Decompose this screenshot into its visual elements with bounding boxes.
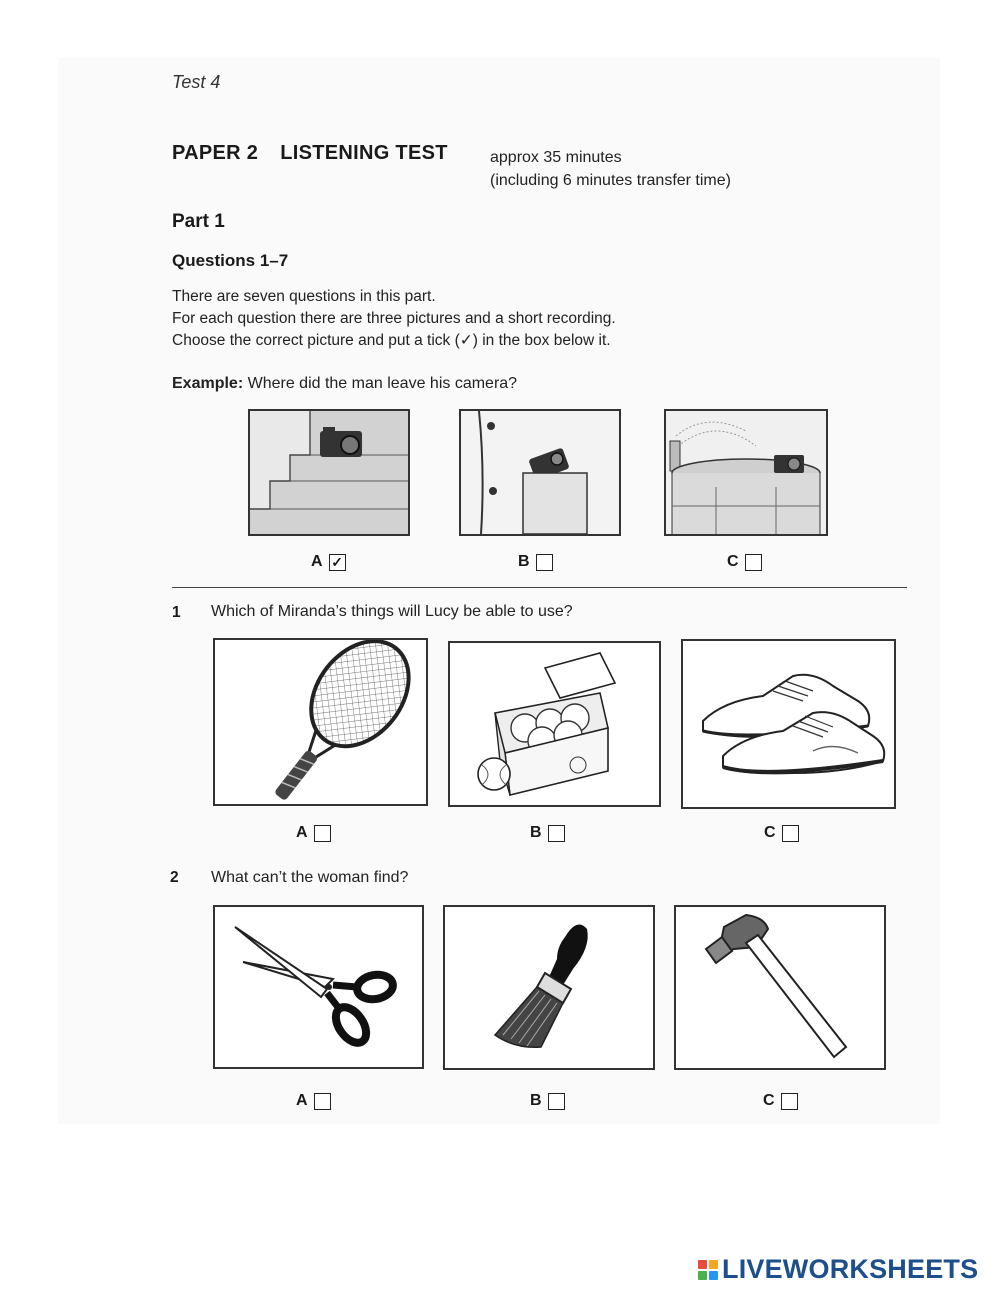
picture-box-of-tennis-balls: [448, 641, 661, 807]
option-letter: C: [764, 824, 776, 841]
picture-tennis-racket: [213, 638, 428, 806]
liveworksheets-logo[interactable]: [698, 1254, 978, 1285]
question-2-option-b: [530, 1092, 565, 1110]
questions-heading: Questions 1–7: [172, 251, 289, 270]
paintbrush-illustration: [445, 907, 653, 1068]
question-1-option-a: [296, 824, 331, 842]
question-2-option-c: [763, 1092, 798, 1110]
instruction-line: There are seven questions in this part.: [172, 288, 436, 305]
picture-trainers: [681, 639, 896, 809]
example-checkbox-b[interactable]: [536, 554, 553, 571]
question-1-option-c: [764, 824, 799, 842]
scissors-illustration: [215, 907, 422, 1067]
example-label: Example:: [172, 375, 244, 392]
example-checkbox-a[interactable]: ✓: [329, 554, 346, 571]
question-1-text: Which of Miranda’s things will Lucy be able to use?: [211, 603, 573, 620]
question-2-text: What can’t the woman find?: [211, 869, 409, 886]
example-question: [172, 375, 517, 393]
picture-camera-on-steps: [248, 409, 410, 536]
test-name: LISTENING TEST: [280, 142, 448, 164]
tennis-balls-box-illustration: [450, 643, 659, 805]
picture-camera-by-fountain: [664, 409, 828, 536]
hammer-illustration: [676, 907, 884, 1068]
question-2-number: 2: [170, 869, 179, 886]
part-heading: Part 1: [172, 211, 225, 232]
option-letter: B: [518, 553, 530, 570]
option-letter: C: [763, 1092, 775, 1109]
tennis-racket-illustration: [215, 640, 426, 804]
question-1-checkbox-b[interactable]: [548, 825, 565, 842]
question-2-checkbox-b[interactable]: [548, 1093, 565, 1110]
option-letter: A: [296, 824, 308, 841]
question-1-checkbox-a[interactable]: [314, 825, 331, 842]
logo-wordmark: LIVEWORKSHEETS: [722, 1254, 979, 1284]
option-letter: A: [296, 1092, 308, 1109]
question-1-number: 1: [172, 604, 181, 621]
test-label: Test 4: [172, 72, 221, 92]
trainers-illustration: [683, 641, 894, 807]
paper-title: [172, 142, 448, 165]
example-option-a: [311, 553, 346, 571]
picture-scissors: [213, 905, 424, 1069]
option-letter: B: [530, 824, 542, 841]
question-1-checkbox-c[interactable]: [782, 825, 799, 842]
question-2-checkbox-c[interactable]: [781, 1093, 798, 1110]
duration-info: [490, 146, 731, 192]
picture-camera-in-pocket: [459, 409, 621, 536]
instructions: [172, 286, 616, 352]
fountain-camera-illustration: [666, 411, 826, 534]
option-letter: C: [727, 553, 739, 570]
question-2-checkbox-a[interactable]: [314, 1093, 331, 1110]
question-2-option-a: [296, 1092, 331, 1110]
example-checkbox-c[interactable]: [745, 554, 762, 571]
example-text: Where did the man leave his camera?: [247, 375, 518, 392]
paper-number: PAPER 2: [172, 142, 259, 164]
picture-paintbrush: [443, 905, 655, 1070]
question-1-option-b: [530, 824, 565, 842]
option-letter: A: [311, 553, 323, 570]
pocket-camera-illustration: [461, 411, 619, 534]
instruction-line: For each question there are three pictures and a short recording.: [172, 310, 616, 327]
duration-note: (including 6 minutes transfer time): [490, 172, 731, 189]
picture-hammer: [674, 905, 886, 1070]
instruction-line: Choose the correct picture and put a tick (✓) in the box below it.: [172, 332, 611, 349]
logo-mark-icon: [698, 1260, 718, 1280]
option-letter: B: [530, 1092, 542, 1109]
example-option-c: [727, 553, 762, 571]
example-option-b: [518, 553, 553, 571]
divider: [172, 587, 907, 588]
steps-camera-illustration: [250, 411, 408, 534]
duration: approx 35 minutes: [490, 149, 622, 166]
